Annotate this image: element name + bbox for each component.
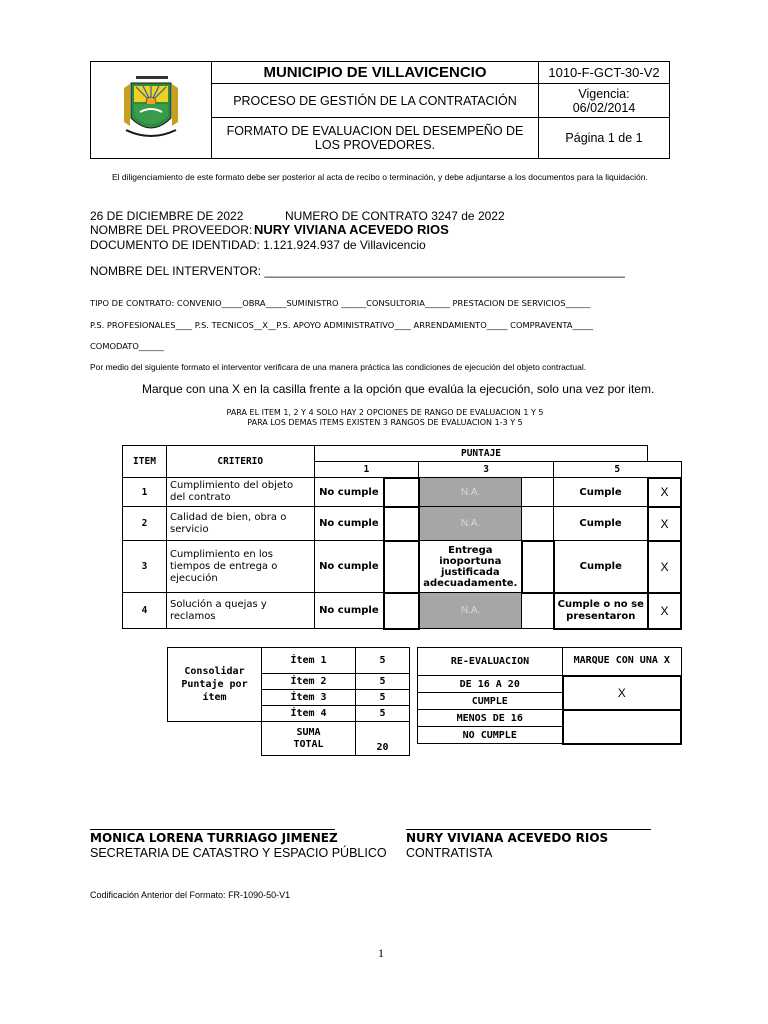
reevaluation-title: RE-EVALUACION bbox=[418, 648, 563, 676]
cumple-mark-box[interactable]: X bbox=[563, 676, 682, 710]
document-header bbox=[90, 61, 670, 159]
provider-label: NOMBRE DEL PROVEEDOR: bbox=[90, 223, 253, 237]
municipality-title: MUNICIPIO DE VILLAVICENCIO bbox=[212, 62, 539, 84]
score-1-checkbox[interactable] bbox=[384, 541, 418, 593]
item-score: 5 bbox=[356, 648, 410, 674]
contract-types-line-3: COMODATO______ bbox=[90, 341, 164, 351]
cumple-label: Cumple bbox=[554, 478, 648, 507]
criterio-text: Solución a quejas y reclamos bbox=[167, 593, 315, 629]
range-note-2: PARA LOS DEMAS ITEMS EXISTEN 3 RANGOS DE EVALUACION 1-3 Y 5 bbox=[247, 418, 523, 427]
na-cell: N.A. bbox=[419, 507, 522, 541]
score-3-checkbox[interactable] bbox=[522, 478, 554, 507]
contract-types-line-1: TIPO DE CONTRATO: CONVENIO_____OBRA_____SUMINISTRO ______CONSULTORIA______ PRESTACION DE SERVICIOS______ bbox=[90, 298, 591, 308]
signature-line-left bbox=[90, 829, 335, 830]
contract-types-line-2: P.S. PROFESIONALES____ P.S. TECNICOS__X__P.S. APOYO ADMINISTRATIVO____ ARRENDAMIENTO_____ COMPRAVENTA_____ bbox=[90, 320, 594, 330]
score-3-checkbox[interactable] bbox=[522, 507, 554, 541]
criterio-text: Calidad de bien, obra o servicio bbox=[167, 507, 315, 541]
consolidate-table bbox=[167, 647, 410, 756]
page-number: 1 bbox=[378, 946, 384, 960]
range-low-result: NO CUMPLE bbox=[418, 727, 563, 744]
criterio-text: Cumplimiento del objeto del contrato bbox=[167, 478, 315, 507]
item-score: 5 bbox=[356, 674, 410, 690]
mark-header: MARQUE CON UNA X bbox=[563, 648, 682, 676]
validity-cell bbox=[539, 84, 670, 118]
criterio-text: Cumplimiento en los tiempos de entrega o ejecución bbox=[167, 541, 315, 593]
na-cell: N.A. bbox=[419, 478, 522, 507]
item-name: Ítem 2 bbox=[262, 674, 356, 690]
provider-name: NURY VIVIANA ACEVEDO RIOS bbox=[254, 222, 449, 237]
interventor-field: NOMBRE DEL INTERVENTOR: ______________________________________________________ bbox=[90, 264, 625, 278]
score-1-checkbox[interactable] bbox=[384, 478, 418, 507]
score-1-header: 1 bbox=[314, 462, 419, 478]
no-cumple-label: No cumple bbox=[314, 507, 384, 541]
item-score: 5 bbox=[356, 690, 410, 706]
consolidate-label: Consolidar Puntaje por ítem bbox=[168, 648, 262, 722]
score-5-header: 5 bbox=[554, 462, 681, 478]
item-number: 1 bbox=[123, 478, 167, 507]
instruction-text: Marque con una X en la casilla frente a la opción que evalúa la ejecución, solo una vez por item. bbox=[142, 382, 655, 396]
score-3-checkbox[interactable] bbox=[522, 541, 554, 593]
score-1-checkbox[interactable] bbox=[384, 507, 418, 541]
item-number: 4 bbox=[123, 593, 167, 629]
intro-text: Por medio del siguiente formato el interventor verificara de una manera práctica las condiciones de ejecución del objeto contractual. bbox=[90, 362, 587, 372]
range-high-result: CUMPLE bbox=[418, 693, 563, 710]
cumple-label: Cumple bbox=[554, 541, 648, 593]
cumple-label: Cumple bbox=[554, 507, 648, 541]
seal-icon bbox=[116, 68, 186, 148]
item-name: Ítem 4 bbox=[262, 706, 356, 722]
no-cumple-label: No cumple bbox=[314, 541, 384, 593]
na-cell: N.A. bbox=[419, 593, 522, 629]
no-cumple-mark-box[interactable] bbox=[563, 710, 682, 744]
table-row bbox=[123, 478, 682, 507]
range-high: DE 16 A 20 bbox=[418, 676, 563, 693]
signer-right-role: CONTRATISTA bbox=[406, 846, 493, 860]
score-1-checkbox[interactable] bbox=[384, 593, 418, 629]
score-5-checkbox[interactable]: X bbox=[648, 507, 681, 541]
signer-left-name: MONICA LORENA TURRIAGO JIMENEZ bbox=[90, 831, 338, 845]
item-number: 2 bbox=[123, 507, 167, 541]
municipality-seal bbox=[91, 62, 212, 159]
document-date: 26 DE DICIEMBRE DE 2022 bbox=[90, 209, 244, 223]
score-5-checkbox[interactable]: X bbox=[648, 478, 681, 507]
col-item-header: ITEM bbox=[123, 446, 167, 478]
col-puntaje-header: PUNTAJE bbox=[314, 446, 648, 462]
item-number: 3 bbox=[123, 541, 167, 593]
range-low: MENOS DE 16 bbox=[418, 710, 563, 727]
late-delivery-label: Entrega inoportuna justificada adecuadamente. bbox=[419, 541, 522, 593]
format-code: 1010-F-GCT-30-V2 bbox=[539, 62, 670, 84]
score-5-checkbox[interactable]: X bbox=[648, 541, 681, 593]
no-cumple-label: No cumple bbox=[314, 478, 384, 507]
score-5-checkbox[interactable]: X bbox=[648, 593, 681, 629]
total-value: 20 bbox=[356, 722, 410, 756]
table-row bbox=[123, 593, 682, 629]
format-title: FORMATO DE EVALUACION DEL DESEMPEÑO DE LOS PROVEDORES. bbox=[212, 118, 539, 159]
signature-line-right bbox=[406, 829, 651, 830]
table-row bbox=[123, 507, 682, 541]
reevaluation-table bbox=[417, 647, 682, 745]
signer-left-role: SECRETARIA DE CATASTRO Y ESPACIO PÚBLICO bbox=[90, 846, 387, 860]
signer-right-name: NURY VIVIANA ACEVEDO RIOS bbox=[406, 831, 609, 845]
evaluation-table bbox=[122, 445, 682, 630]
item-score: 5 bbox=[356, 706, 410, 722]
identity-document: DOCUMENTO DE IDENTIDAD: 1.121.924.937 de Villavicencio bbox=[90, 238, 426, 252]
previous-code: Codificación Anterior del Formato: FR-1090-50-V1 bbox=[90, 890, 291, 900]
validity-date: 06/02/2014 bbox=[572, 100, 636, 115]
no-cumple-label: No cumple bbox=[314, 593, 384, 629]
validity-label: Vigencia: bbox=[578, 86, 630, 101]
total-label: SUMA TOTAL bbox=[262, 722, 356, 756]
score-3-header: 3 bbox=[419, 462, 554, 478]
notice-text: El diligenciamiento de este formato debe ser posterior al acta de recibo o terminación, y debe adjuntarse a los documentos para la liquidación. bbox=[112, 172, 648, 182]
table-row bbox=[123, 541, 682, 593]
page-indicator: Página 1 de 1 bbox=[539, 118, 670, 159]
process-title: PROCESO DE GESTIÓN DE LA CONTRATACIÓN bbox=[212, 84, 539, 118]
item-name: Ítem 1 bbox=[262, 648, 356, 674]
item-name: Ítem 3 bbox=[262, 690, 356, 706]
contract-number: NUMERO DE CONTRATO 3247 de 2022 bbox=[285, 209, 505, 223]
score-3-checkbox[interactable] bbox=[522, 593, 554, 629]
col-criterio-header: CRITERIO bbox=[167, 446, 315, 478]
range-note-1: PARA EL ITEM 1, 2 Y 4 SOLO HAY 2 OPCIONES DE RANGO DE EVALUACION 1 Y 5 bbox=[226, 408, 544, 417]
cumple-label: Cumple o no se presentaron bbox=[554, 593, 648, 629]
